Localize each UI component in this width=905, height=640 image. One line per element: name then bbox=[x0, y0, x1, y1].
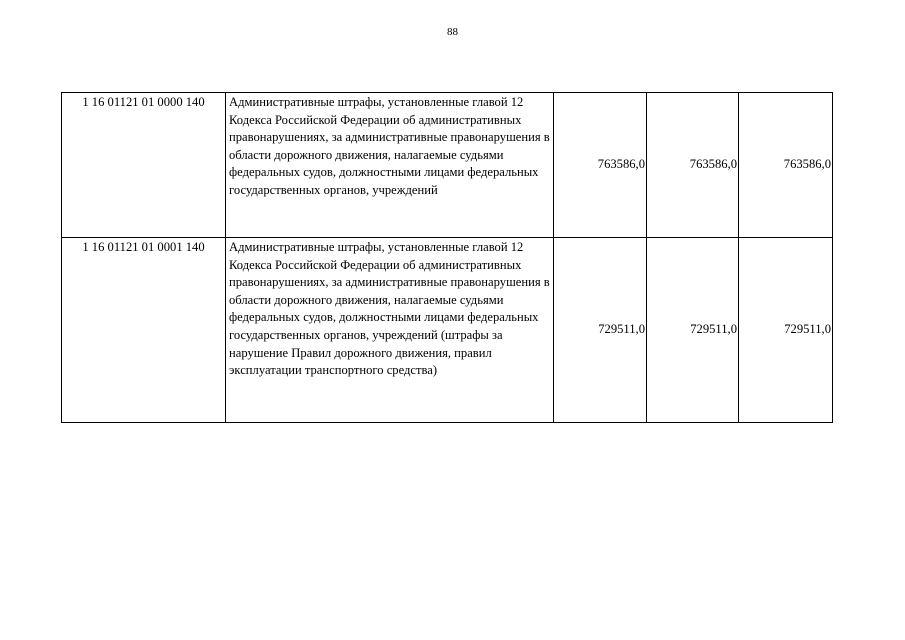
budget-code-cell: 1 16 01121 01 0000 140 bbox=[62, 93, 226, 238]
amount-cell-2: 763586,0 bbox=[647, 93, 739, 238]
amount-cell-1: 763586,0 bbox=[554, 93, 647, 238]
description-cell: Административные штрафы, установленные главой 12 Кодекса Российской Федерации об административных правонарушениях, за административные правонарушения в области дорожного движения, налагаемые судьями федеральных судов, должностными лицами федеральных государственных органов, учреждений (штрафы за нарушение Правил дорожного движения, правил эксплуатации транспортного средства) bbox=[226, 238, 554, 423]
description-cell: Административные штрафы, установленные главой 12 Кодекса Российской Федерации об административных правонарушениях, за административные правонарушения в области дорожного движения, налагаемые судьями федеральных судов, должностными лицами федеральных государственных органов, учреждений bbox=[226, 93, 554, 238]
page-number: 88 bbox=[447, 26, 458, 38]
amount-cell-2: 729511,0 bbox=[647, 238, 739, 423]
table-row bbox=[62, 238, 833, 423]
amount-cell-3: 763586,0 bbox=[739, 93, 833, 238]
table-row bbox=[62, 93, 833, 238]
budget-table bbox=[61, 92, 833, 423]
budget-code-cell: 1 16 01121 01 0001 140 bbox=[62, 238, 226, 423]
amount-cell-1: 729511,0 bbox=[554, 238, 647, 423]
amount-cell-3: 729511,0 bbox=[739, 238, 833, 423]
